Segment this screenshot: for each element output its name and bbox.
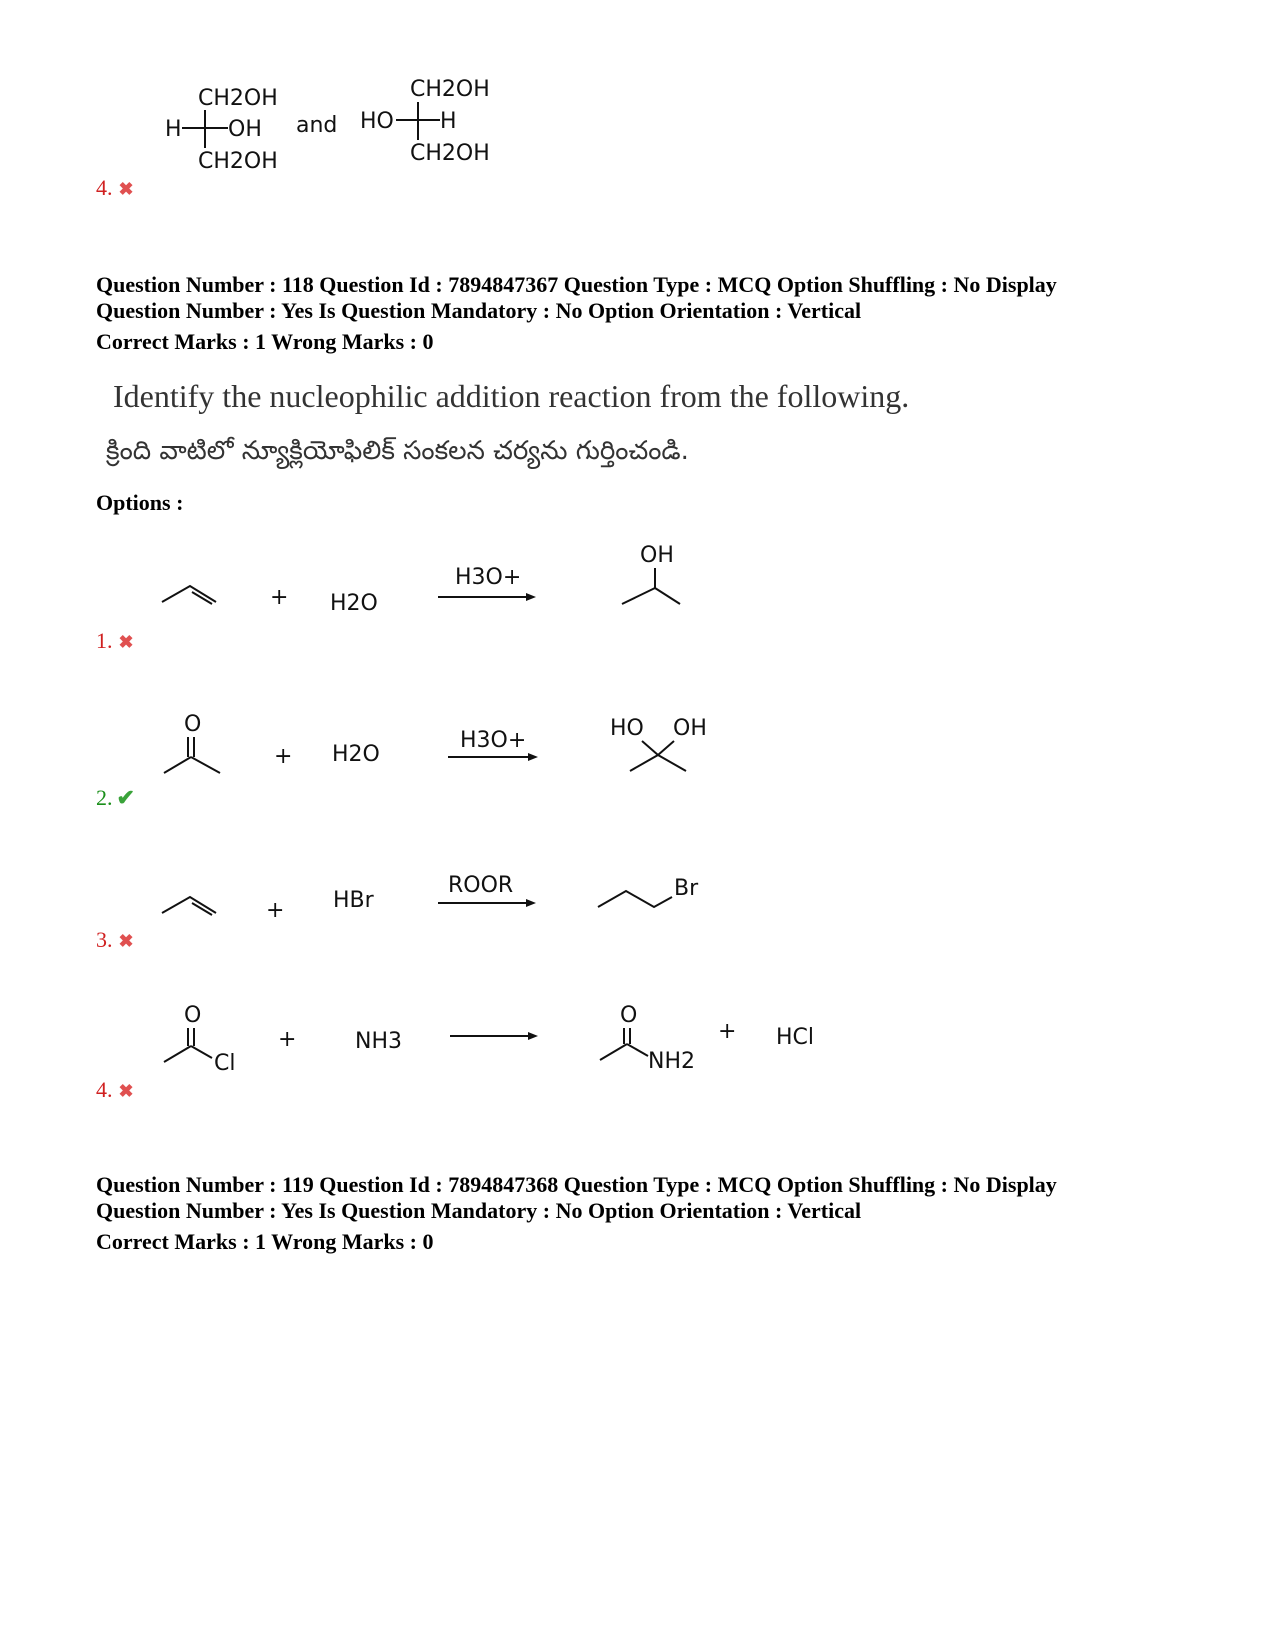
q118-text-telugu: క్రింది వాటిలో న్యూక్లియోఫిలిక్ సంకలన చర్యను గుర్తించండి. bbox=[106, 436, 689, 466]
option-3-reagent: HBr bbox=[333, 888, 374, 913]
option-4-number bbox=[96, 1077, 134, 1103]
fischer-b-top: CH2OH bbox=[410, 77, 490, 102]
arrow-head-icon bbox=[526, 899, 536, 907]
prev-option-number bbox=[96, 175, 134, 201]
fischer-b-bottom: CH2OH bbox=[410, 141, 490, 166]
option-3-plus: + bbox=[266, 898, 285, 923]
cross-icon: ✖ bbox=[118, 179, 134, 199]
option-3-figure bbox=[150, 865, 710, 945]
fischer-b-left: HO bbox=[360, 109, 394, 134]
arrow-head-icon bbox=[528, 753, 538, 761]
option-1-number bbox=[96, 628, 134, 654]
option-2-product-ho: HO bbox=[610, 716, 644, 741]
option-1-figure bbox=[150, 540, 710, 630]
option-2-plus: + bbox=[274, 744, 293, 769]
option-1-condition: H3O+ bbox=[455, 565, 522, 590]
option-3-number bbox=[96, 927, 134, 953]
q118-marks-line: Correct Marks : 1 Wrong Marks : 0 bbox=[96, 329, 434, 354]
option-4-reactant-o: O bbox=[184, 1003, 202, 1028]
option-1-plus: + bbox=[270, 585, 289, 610]
option-2-reactant-o: O bbox=[184, 712, 202, 737]
option-4-byproduct: HCl bbox=[776, 1025, 815, 1050]
option-3-condition: ROOR bbox=[448, 873, 514, 898]
fischer-a-left: H bbox=[165, 117, 182, 142]
q119-marks-line: Correct Marks : 1 Wrong Marks : 0 bbox=[96, 1229, 434, 1254]
fischer-b-right: H bbox=[440, 109, 457, 134]
option-4-reactant-cl: Cl bbox=[214, 1051, 236, 1076]
fischer-a-bottom: CH2OH bbox=[198, 149, 278, 174]
option-4-figure bbox=[150, 1000, 840, 1080]
option-4-product-nh2: NH2 bbox=[648, 1049, 695, 1074]
q118-meta-line2: Question Number : Yes Is Question Mandatory : No Option Orientation : Vertical bbox=[96, 298, 862, 323]
option-number-label: 4. bbox=[96, 1077, 113, 1102]
options-label: Options : bbox=[96, 490, 184, 515]
option-4-plus-2: + bbox=[718, 1019, 737, 1044]
option-2-condition: H3O+ bbox=[460, 728, 527, 753]
option-number-label: 3. bbox=[96, 927, 113, 952]
option-4-plus: + bbox=[278, 1027, 297, 1052]
fischer-a-top: CH2OH bbox=[198, 86, 278, 111]
option-number-label: 1. bbox=[96, 628, 113, 653]
check-icon: ✔ bbox=[116, 785, 135, 810]
option-2-product-oh: OH bbox=[673, 716, 707, 741]
fischer-projections-figure bbox=[150, 70, 510, 190]
cross-icon: ✖ bbox=[118, 1081, 134, 1101]
option-1-reagent: H2O bbox=[330, 591, 378, 616]
arrow-head-icon bbox=[528, 1032, 538, 1040]
option-4-reagent: NH3 bbox=[355, 1029, 402, 1054]
option-3-product-br: Br bbox=[674, 876, 699, 901]
prev-option-4 bbox=[150, 70, 510, 190]
arrow-head-icon bbox=[526, 593, 536, 601]
option-2-reagent: H2O bbox=[332, 742, 380, 767]
cross-icon: ✖ bbox=[118, 931, 134, 951]
cross-icon: ✖ bbox=[118, 632, 134, 652]
fischer-connector: and bbox=[296, 113, 338, 138]
q119-meta-line1: Question Number : 119 Question Id : 7894847368 Question Type : MCQ Option Shuffling : No Display bbox=[96, 1172, 1057, 1197]
q119-meta-line2: Question Number : Yes Is Question Mandatory : No Option Orientation : Vertical bbox=[96, 1198, 862, 1223]
option-2-figure bbox=[150, 705, 730, 795]
option-2-number bbox=[96, 785, 135, 811]
option-1-product-oh: OH bbox=[640, 543, 674, 568]
q118-meta-line1: Question Number : 118 Question Id : 7894847367 Question Type : MCQ Option Shuffling : No Display bbox=[96, 272, 1057, 297]
fischer-a-right: OH bbox=[228, 117, 262, 142]
option-number-label: 2. bbox=[96, 785, 113, 810]
q118-text-english: Identify the nucleophilic addition reaction from the following. bbox=[113, 378, 910, 414]
option-number-label: 4. bbox=[96, 175, 113, 200]
option-4-product-o: O bbox=[620, 1003, 638, 1028]
